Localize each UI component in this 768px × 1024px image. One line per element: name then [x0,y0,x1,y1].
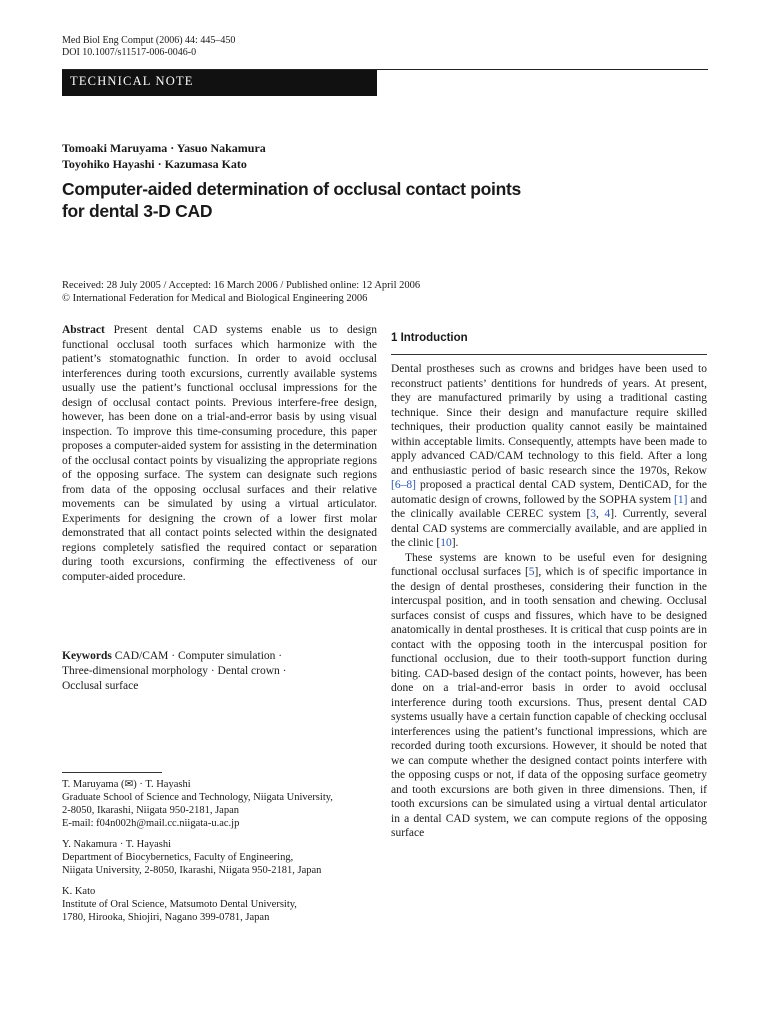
citation-link[interactable]: 4 [604,508,611,520]
intro-text: and the clinically available CEREC system [ [391,493,708,520]
affiliation-3-institution: Institute of Oral Science, Matsumoto Dental University, [62,899,297,910]
publication-dates [62,279,420,305]
footnote-rule [62,772,162,773]
intro-text: proposed a practical dental CAD system, DentiCAD, for the automatic design of crowns, followed by the SOPHA system [391,479,707,506]
abstract [62,323,377,584]
intro-text: ], which is of specific importance in the design of dental prostheses, considering their function in the intercuspal position, and in tooth sensation and chewing. Occlusal surfaces consist of cusps and fissures, which have to be designed anatomically in dental prostheses. It is critical that cusp points are in contact with the opposing tooth in the intercuspal position for functional occlusion, due to their tooth-support function during biting. CAD-based design of the contact points, however, has been done on a trial-and-error basis in order to avoid occlusal interference during tooth excursions. Thus, present dental CAD systems usually have a certain function capable of checking occlusal interferences using the patient’s functional impressions, which are recorded during tooth excursions. However, it should be noted that we can compute whether the designed contact points interfere with the opposing cusps or not, if data of the opposing surface geometry and tooth excursions are both given in three dimensions. Then, if tooth excursions can be simulated using a virtual dental articulator in a dental CAD system, we can compute regions of the opposing surface [391,566,707,839]
keywords-line-2: Three-dimensional morphology · Dental crown · [62,665,287,677]
abstract-heading: Abstract [62,324,105,336]
citation-link[interactable]: 3 [590,508,597,520]
authors-line-1: Tomoaki Maruyama · Yasuo Nakamura [62,141,266,155]
affiliation-2-address: Niigata University, 2-8050, Ikarashi, Niigata 950-2181, Japan [62,865,322,876]
affiliation-1-address: 2-8050, Ikarashi, Niigata 950-2181, Japan [62,805,239,816]
intro-paragraph-2 [391,551,707,841]
keywords [62,649,362,694]
authors [62,140,266,172]
intro-text: ]. Currently, several dental CAD systems are commercially available, and are applied in the clinic [ [391,508,707,549]
affiliation-2 [62,838,382,877]
citation-link[interactable]: [1] [674,493,688,506]
affiliation-1-names: T. Maruyama (✉) · T. Hayashi [62,779,191,790]
title-line-2: for dental 3-D CAD [62,201,213,221]
authors-line-2: Toyohiko Hayashi · Kazumasa Kato [62,157,247,171]
section-rule [391,354,707,355]
introduction-body [391,362,707,841]
article-title [62,178,521,222]
intro-text: ]. [451,537,459,549]
affiliation-2-names: Y. Nakamura · T. Hayashi [62,839,172,850]
citation-link[interactable]: [6–8] [391,479,416,491]
affiliation-1 [62,778,382,830]
title-line-1: Computer-aided determination of occlusal contact points [62,179,521,199]
intro-text: These systems are known to be useful even for designing functional occlusal surfaces [ [391,551,707,578]
affiliation-2-institution: Department of Biocybernetics, Faculty of Engineering, [62,852,294,863]
intro-paragraph-1 [391,362,707,551]
copyright-line: © International Federation for Medical and Biological Engineering 2006 [62,293,368,304]
article-type-label: TECHNICAL NOTE [70,74,194,88]
keywords-line-1: CAD/CAM · Computer simulation · [111,650,283,662]
journal-citation: Med Biol Eng Comput (2006) 44: 445–450 [62,35,236,46]
keywords-heading: Keywords [62,650,112,662]
abstract-text: Present dental CAD systems enable us to design functional occlusal tooth surfaces which harmonize with the patient’s stomatognathic function. In order to avoid occlusal interferences during tooth excursions, currently available systems usually use the patient’s functional occlusal impressions for the design of occlusal contact points. Previous interfere-free design, however, has been done on a trial-and-error basis by using visual inspection. To improve this time-consuming procedure, this paper proposes a computer-aided system for assisting in the determination of the occlusal contact points by visualizing the appropriate regions of the opposing surface. The system can designate such regions from data of the opposing occlusal surfaces and their relative movements can be simulated by using a virtual articulator. Experiments for designing the crown of a lower first molar demonstrated that all contact points selected within the designated regions completely satisfied the required contact or separation during tooth excursions, confirming the effectiveness of our computer-aided procedure. [62,324,377,583]
doi[interactable]: DOI 10.1007/s11517-006-0046-0 [62,47,197,58]
keywords-line-3: Occlusal surface [62,680,139,692]
intro-text: Dental prostheses such as crowns and bridges have been used to reconstruct patients’ dentitions for hundreds of years. At present, they are manufactured primarily by using a traditional casting technique. Since their design and manufacture require skilled techniques, their production quality cannot easily be maintained within acceptable limits. Consequently, attempts have been made to apply advanced CAD/CAM technology to this field. After a long and enthusiastic period of basic research since the 1970s, Rekow [391,363,707,477]
intro-text: , [596,508,605,520]
affiliation-3 [62,885,382,924]
section-heading-introduction: 1 Introduction [391,332,468,344]
citation-link[interactable]: 5 [528,566,535,578]
affiliation-1-email[interactable]: E-mail: f04n002h@mail.cc.niigata-u.ac.jp [62,818,240,829]
dates-line-1: Received: 28 July 2005 / Accepted: 16 March 2006 / Published online: 12 April 2006 [62,280,421,291]
affiliation-1-institution: Graduate School of Science and Technology, Niigata University, [62,792,333,803]
affiliation-3-names: K. Kato [62,886,96,897]
citation-link[interactable]: 10 [440,537,452,549]
affiliation-3-address: 1780, Hirooka, Shiojiri, Nagano 399-0781, Japan [62,912,270,923]
